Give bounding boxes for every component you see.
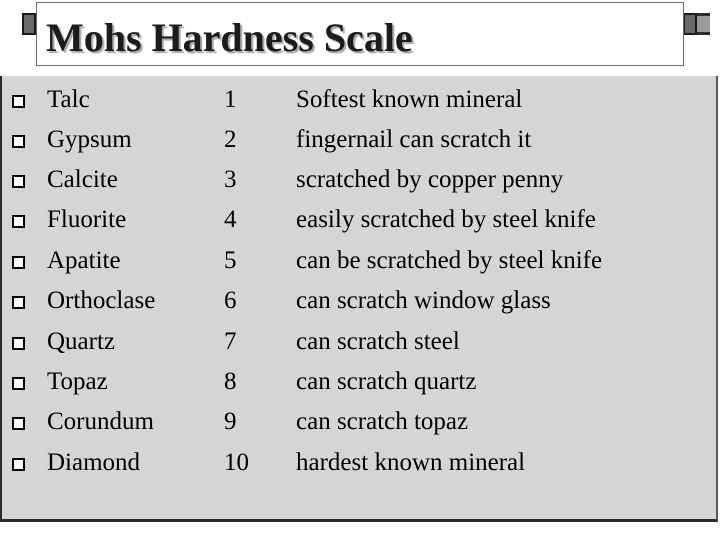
hardness-value: 1 [224, 86, 237, 113]
hardness-value: 2 [224, 126, 237, 153]
hardness-value: 8 [224, 368, 237, 395]
mineral-description: can scratch steel [296, 328, 460, 355]
list-item [2, 445, 720, 485]
mineral-name: Corundum [47, 408, 154, 435]
list-item [2, 364, 720, 404]
slide-title: Mohs Hardness Scale [46, 15, 413, 60]
hardness-value: 7 [224, 328, 237, 355]
mineral-name: Quartz [47, 328, 116, 355]
hollow-square-bullet-icon [12, 458, 25, 471]
mineral-description: hardest known mineral [296, 449, 526, 476]
hardness-value: 10 [224, 449, 249, 476]
list-item [2, 404, 720, 444]
list-item [2, 324, 720, 364]
list-item [2, 243, 720, 283]
mineral-description: can scratch topaz [296, 408, 469, 435]
hollow-square-bullet-icon [12, 215, 25, 228]
mineral-name: Apatite [47, 247, 121, 274]
hardness-value: 4 [224, 206, 237, 233]
hollow-square-bullet-icon [12, 256, 25, 269]
hardness-value: 5 [224, 247, 237, 274]
hardness-value: 6 [224, 287, 237, 314]
mineral-name: Calcite [47, 166, 118, 193]
list-item [2, 162, 720, 202]
mineral-description: can be scratched by steel knife [296, 247, 603, 274]
hollow-square-bullet-icon [12, 135, 25, 148]
mineral-description: scratched by copper penny [296, 166, 564, 193]
mineral-name: Diamond [47, 449, 141, 476]
list-item [2, 82, 720, 122]
hollow-square-bullet-icon [12, 377, 25, 390]
mineral-description: can scratch quartz [296, 368, 477, 395]
hollow-square-bullet-icon [12, 296, 25, 309]
hollow-square-bullet-icon [12, 95, 25, 108]
hardness-value: 3 [224, 166, 237, 193]
mineral-name: Gypsum [47, 126, 132, 153]
mineral-description: can scratch window glass [296, 287, 551, 314]
title-decor-left-block [22, 13, 36, 35]
list-item [2, 283, 720, 323]
mineral-name: Topaz [47, 368, 108, 395]
hollow-square-bullet-icon [12, 337, 25, 350]
mineral-name: Orthoclase [47, 287, 156, 314]
mineral-name: Talc [47, 86, 90, 113]
title-decor-right-block [683, 13, 697, 35]
hardness-value: 9 [224, 408, 237, 435]
mineral-name: Fluorite [47, 206, 127, 233]
mineral-description: easily scratched by steel knife [296, 206, 596, 233]
mineral-description: fingernail can scratch it [296, 126, 532, 153]
list-item [2, 202, 720, 242]
mineral-description: Softest known mineral [296, 86, 523, 113]
content-panel [0, 76, 718, 522]
list-item [2, 122, 720, 162]
hollow-square-bullet-icon [12, 175, 25, 188]
hollow-square-bullet-icon [12, 417, 25, 430]
